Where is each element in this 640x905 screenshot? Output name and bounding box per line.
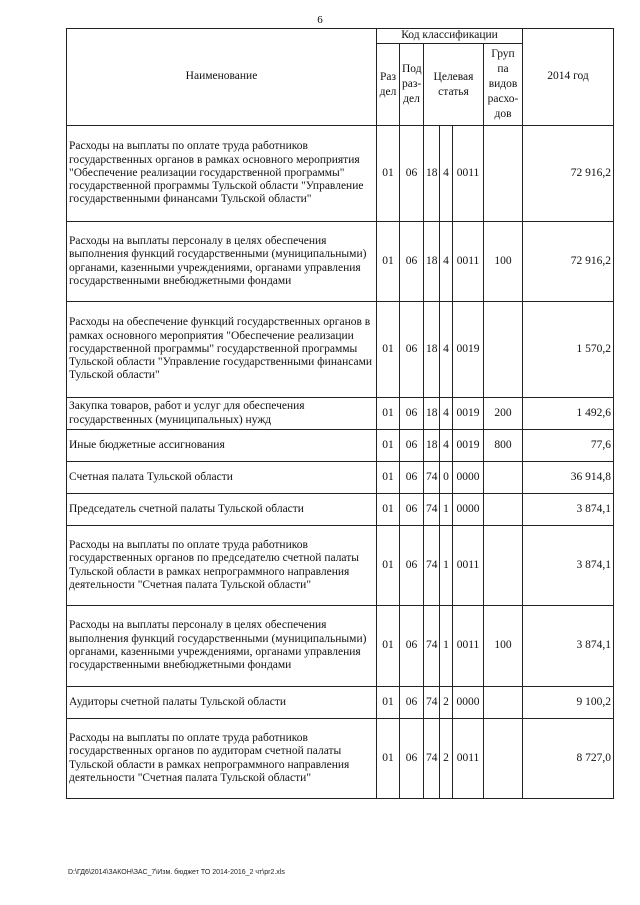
row-amount: 72 916,2 [523, 222, 614, 302]
table-row [67, 606, 614, 687]
header-year: 2014 год [523, 29, 614, 126]
row-amount: 3 874,1 [523, 606, 614, 687]
header-target-article: Целевая статья [424, 44, 484, 126]
row-expense-group [484, 126, 523, 222]
row-target-subprogram: 2 [440, 719, 453, 799]
row-name: Расходы на выплаты персоналу в целях обеспечения выполнения функций государственными (муниципальными) органами, казенными учреждениями, органами управления государственными внебюджетными фондами [67, 222, 377, 302]
row-section: 01 [377, 687, 400, 719]
row-target-program: 74 [424, 462, 440, 494]
row-subsection: 06 [400, 126, 424, 222]
header-subsection: Под раз- дел [400, 44, 424, 126]
row-amount: 1 570,2 [523, 302, 614, 398]
row-section: 01 [377, 222, 400, 302]
row-amount: 3 874,1 [523, 494, 614, 526]
row-target-direction: 0011 [453, 222, 484, 302]
row-target-subprogram: 2 [440, 687, 453, 719]
row-target-program: 18 [424, 430, 440, 462]
row-name: Счетная палата Тульской области [67, 462, 377, 494]
row-target-direction: 0000 [453, 494, 484, 526]
row-name: Расходы на выплаты персоналу в целях обеспечения выполнения функций государственными (муниципальными) органами, казенными учреждениями, органами управления государственными внебюджетными фондами [67, 606, 377, 687]
row-target-subprogram: 1 [440, 494, 453, 526]
header-expense-group: Груп па видов расхо- дов [484, 44, 523, 126]
row-name: Расходы на выплаты по оплате труда работников государственных органов по аудиторам счетной палаты Тульской области в рамках непрограммного направления деятельности "Счетная палата Тульской области" [67, 719, 377, 799]
row-target-program: 74 [424, 687, 440, 719]
row-subsection: 06 [400, 494, 424, 526]
row-name: Расходы на выплаты по оплате труда работников государственных органов в рамках основного мероприятия "Обеспечение реализации государственной программы" государственной программы Тульской области "Управление государственными финансами Тульской области" [67, 126, 377, 222]
row-target-direction: 0011 [453, 126, 484, 222]
row-amount: 9 100,2 [523, 687, 614, 719]
row-amount: 3 874,1 [523, 526, 614, 606]
row-expense-group [484, 719, 523, 799]
row-target-direction: 0011 [453, 606, 484, 687]
footer-file-path: D:\ГД6\2014\ЗАКОН\ЗАС_7\Изм. бюджет ТО 2014-2016_2 чт\pr2.xls [68, 869, 285, 876]
table-row [67, 526, 614, 606]
row-section: 01 [377, 719, 400, 799]
row-subsection: 06 [400, 222, 424, 302]
row-name: Расходы на выплаты по оплате труда работников государственных органов по председателю счетной палаты Тульской области в рамках непрограммного направления деятельности "Счетная палата Тульской области" [67, 526, 377, 606]
row-subsection: 06 [400, 719, 424, 799]
table-row [67, 462, 614, 494]
row-target-subprogram: 4 [440, 126, 453, 222]
row-subsection: 06 [400, 462, 424, 494]
row-target-direction: 0019 [453, 398, 484, 430]
row-expense-group [484, 302, 523, 398]
row-target-subprogram: 4 [440, 302, 453, 398]
table-body [67, 126, 614, 799]
row-target-program: 18 [424, 398, 440, 430]
row-expense-group [484, 494, 523, 526]
row-amount: 1 492,6 [523, 398, 614, 430]
row-amount: 77,6 [523, 430, 614, 462]
row-expense-group [484, 462, 523, 494]
row-expense-group [484, 526, 523, 606]
row-name: Председатель счетной палаты Тульской области [67, 494, 377, 526]
row-target-direction: 0000 [453, 687, 484, 719]
row-expense-group: 200 [484, 398, 523, 430]
row-subsection: 06 [400, 430, 424, 462]
row-amount: 36 914,8 [523, 462, 614, 494]
page-number: 6 [317, 14, 323, 26]
row-section: 01 [377, 126, 400, 222]
row-section: 01 [377, 494, 400, 526]
row-section: 01 [377, 302, 400, 398]
row-subsection: 06 [400, 526, 424, 606]
row-target-program: 18 [424, 302, 440, 398]
row-target-direction: 0011 [453, 719, 484, 799]
header-name: Наименование [67, 29, 377, 126]
table-row [67, 494, 614, 526]
row-target-subprogram: 4 [440, 222, 453, 302]
table-row [67, 687, 614, 719]
table-row [67, 398, 614, 430]
row-target-program: 74 [424, 606, 440, 687]
row-target-subprogram: 4 [440, 430, 453, 462]
row-name: Аудиторы счетной палаты Тульской области [67, 687, 377, 719]
row-amount: 72 916,2 [523, 126, 614, 222]
row-name: Закупка товаров, работ и услуг для обеспечения государственных (муниципальных) нужд [67, 398, 377, 430]
table-row [67, 126, 614, 222]
row-expense-group [484, 687, 523, 719]
budget-table [66, 28, 614, 799]
row-subsection: 06 [400, 606, 424, 687]
row-target-program: 74 [424, 526, 440, 606]
row-target-subprogram: 1 [440, 526, 453, 606]
row-target-direction: 0011 [453, 526, 484, 606]
row-subsection: 06 [400, 398, 424, 430]
row-target-program: 18 [424, 222, 440, 302]
row-section: 01 [377, 526, 400, 606]
table-row [67, 430, 614, 462]
row-amount: 8 727,0 [523, 719, 614, 799]
table-row [67, 719, 614, 799]
row-target-program: 74 [424, 719, 440, 799]
row-expense-group: 100 [484, 222, 523, 302]
table-row [67, 222, 614, 302]
header-section: Раз дел [377, 44, 400, 126]
row-section: 01 [377, 606, 400, 687]
row-section: 01 [377, 398, 400, 430]
row-expense-group: 100 [484, 606, 523, 687]
row-section: 01 [377, 462, 400, 494]
row-name: Расходы на обеспечение функций государственных органов в рамках основного мероприятия "Обеспечение реализации государственной программы" государственной программы Тульской области "Управление государственными финансами Тульской области" [67, 302, 377, 398]
row-target-subprogram: 0 [440, 462, 453, 494]
row-target-program: 18 [424, 126, 440, 222]
row-subsection: 06 [400, 687, 424, 719]
row-target-direction: 0000 [453, 462, 484, 494]
row-name: Иные бюджетные ассигнования [67, 430, 377, 462]
row-target-subprogram: 4 [440, 398, 453, 430]
row-section: 01 [377, 430, 400, 462]
table-row [67, 302, 614, 398]
table-header [67, 29, 614, 126]
header-classification: Код классификации [377, 29, 523, 44]
row-target-program: 74 [424, 494, 440, 526]
row-target-subprogram: 1 [440, 606, 453, 687]
row-target-direction: 0019 [453, 302, 484, 398]
row-target-direction: 0019 [453, 430, 484, 462]
row-subsection: 06 [400, 302, 424, 398]
row-expense-group: 800 [484, 430, 523, 462]
